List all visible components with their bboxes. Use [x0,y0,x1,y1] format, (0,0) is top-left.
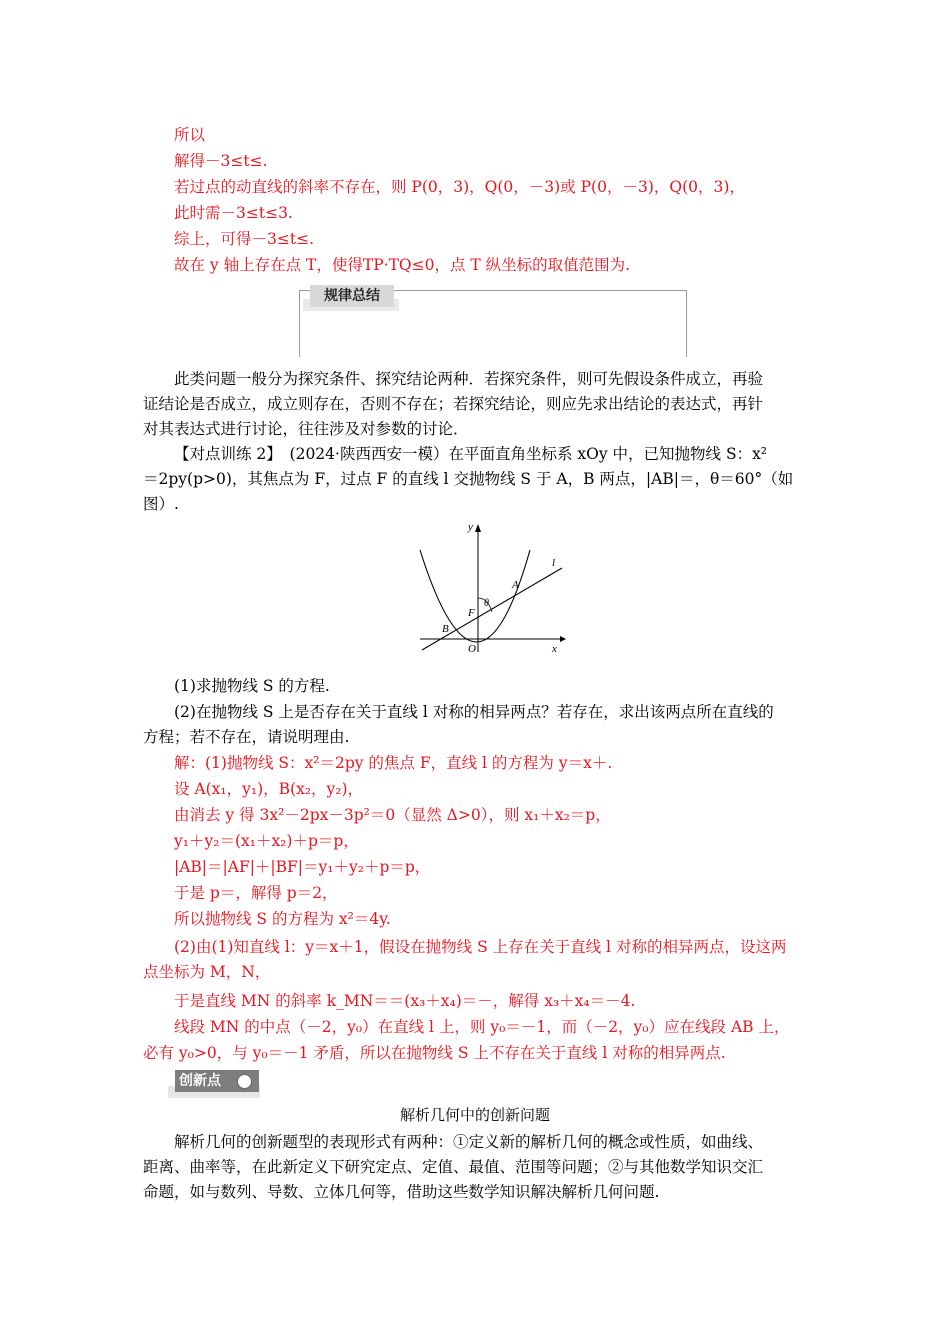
solution-line: 若过点的动直线的斜率不存在，则 P(0，3)，Q(0，－3)或 P(0，－3)，Q(0，3)， [174,178,745,196]
label-F: F [468,607,475,619]
training-line: ＝2py(p>0)，其焦点为 F，过点 F 的直线 l 交抛物线 S 于 A，B 两点，|AB|＝，θ＝60°（如 [143,470,794,488]
summary-line: 此类问题一般分为探究条件、探究结论两种．若探究条件，则可先假设条件成立，再验 [174,370,764,388]
training-line: 【对点训练 2】 (2024·陕西西安一模）在平面直角坐标系 xOy 中，已知抛物线 S：x² [174,445,768,463]
solution-line: 设 A(x₁，y₁)，B(x₂，y₂)， [174,780,364,798]
label-B: B [442,623,449,635]
training-line: 图）. [143,495,179,513]
label-x: x [552,643,557,655]
y-axis-arrow [475,524,481,532]
label-y: y [468,521,473,533]
solution-line: 解：(1)抛物线 S：x²＝2py 的焦点 F，直线 l 的方程为 y＝x＋. [174,754,613,772]
label-O: O [468,643,476,655]
solution-line: 于是 p＝，解得 p＝2， [174,884,338,902]
innovation-line: 距离、曲率等，在此新定义下研究定点、定值、最值、范围等问题；②与其他数学知识交汇 [143,1158,764,1176]
innovation-line: 命题，如与数列、导数、立体几何等，借助这些数学知识解决解析几何问题. [143,1183,660,1201]
solution-line: 解得－3≤t≤. [174,152,268,170]
question-2-line: 方程；若不存在，请说明理由. [143,728,350,746]
solution-line: 综上，可得－3≤t≤. [174,230,314,248]
solution-line: 所以 [174,126,206,144]
solution-line: y₁＋y₂＝(x₁＋x₂)＋p＝p， [174,832,359,850]
label-l: l [552,557,556,569]
label-A: A [512,579,519,591]
summary-line: 对其表达式进行讨论，往往涉及对参数的讨论． [143,420,469,438]
solution-line: |AB|＝|AF|＋|BF|＝y₁＋y₂＋p＝p， [174,858,431,876]
parabola-figure [412,518,592,658]
solution-line: 所以抛物线 S 的方程为 x²＝4y. [174,910,391,928]
solution-line: 由消去 y 得 3x²－2px－3p²＝0（显然 Δ>0），则 x₁＋x₂＝p， [174,806,611,824]
question-1: (1)求抛物线 S 的方程. [174,677,330,695]
x-axis-arrow [560,636,566,642]
innovation-line: 解析几何的创新题型的表现形式有两种：①定义新的解析几何的概念或性质，如曲线、 [174,1133,764,1151]
summary-line: 证结论是否成立，成立则存在，否则不存在；若探究结论，则应先求出结论的表达式，再针 [143,395,764,413]
summary-label: 规律总结 [310,285,394,307]
solution-line: (2)由(1)知直线 l：y＝x＋1，假设在抛物线 S 上存在关于直线 l 对称的相异两点，设这两 [174,938,787,956]
solution-line: 故在 y 轴上存在点 T，使得TP·TQ≤0，点 T 纵坐标的取值范围为. [174,256,631,274]
solution-line: 线段 MN 的中点（－2，y₀）在直线 l 上，则 y₀＝－1，而（－2，y₀）应在线段 AB 上， [174,1018,790,1036]
section-title: 解析几何中的创新问题 [399,1106,550,1124]
question-2-line: (2)在抛物线 S 上是否存在关于直线 l 对称的相异两点？若存在，求出该两点所在直线的 [174,703,774,721]
solution-line: 此时需－3≤t≤3. [174,204,293,222]
solution-line: 点坐标为 M，N， [143,963,271,981]
solution-line: 于是直线 MN 的斜率 k_MN＝＝(x₃＋x₄)＝－，解得 x₃＋x₄＝－4. [174,992,636,1010]
solution-line: 必有 y₀>0，与 y₀＝－1 矛盾，所以在抛物线 S 上不存在关于直线 l 对称的相异两点. [143,1044,726,1062]
innovation-label: 创新点 [175,1070,259,1092]
label-theta: θ [484,598,489,609]
speaker-icon [237,1074,252,1089]
